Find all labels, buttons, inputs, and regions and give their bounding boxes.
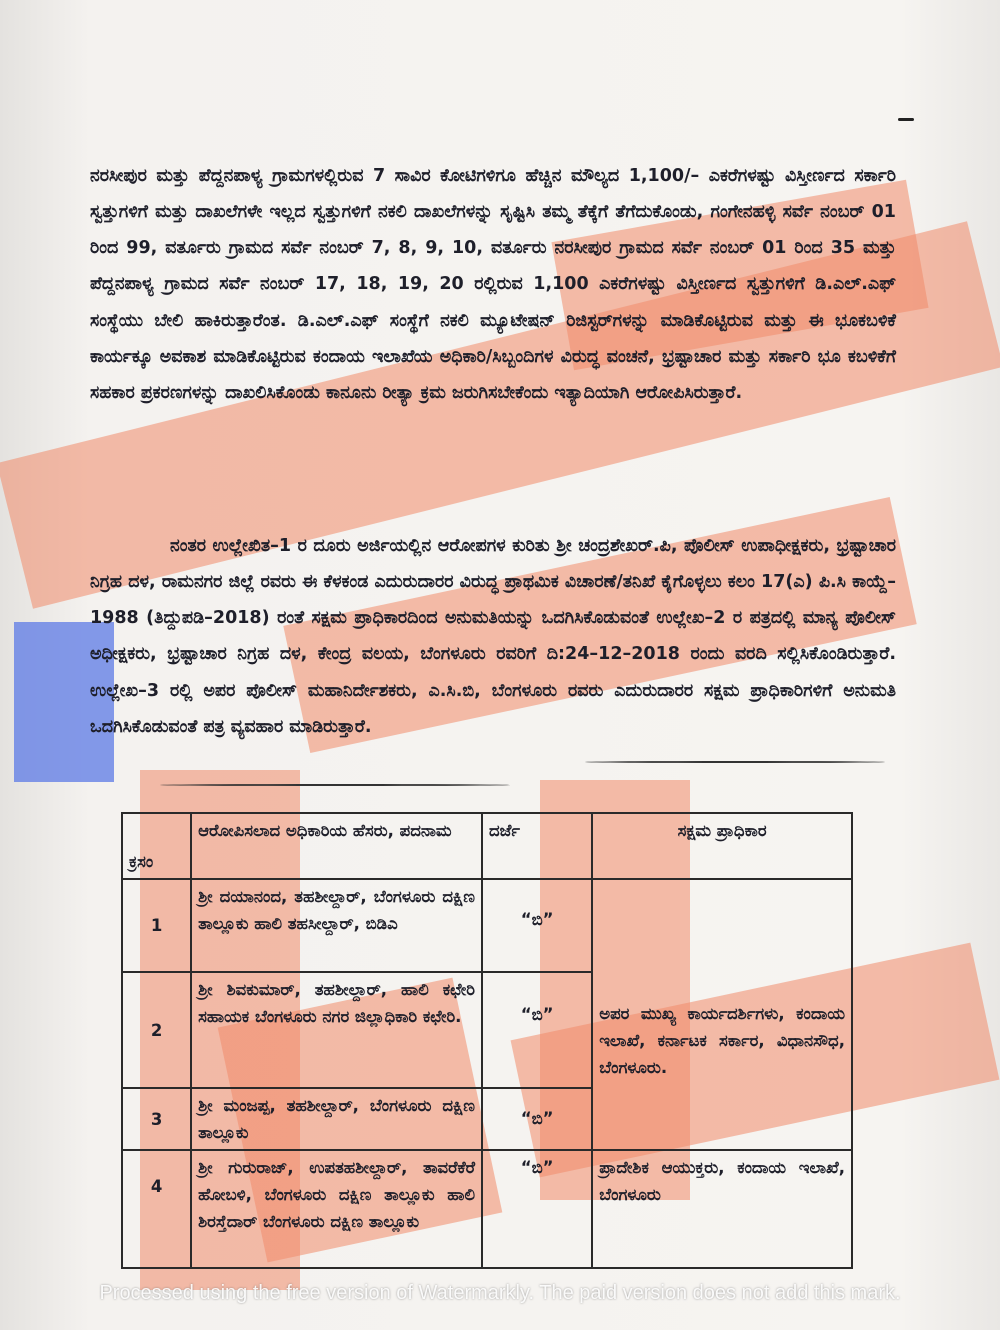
row-authority: ಅಪರ ಮುಖ್ಯ ಕಾರ್ಯದರ್ಶಿಗಳು, ಕಂದಾಯ ಇಲಾಖೆ, ಕರ್ನಾಟಕ ಸರ್ಕಾರ, ವಿಧಾನಸೌಧ, ಬೆಂಗಳೂರು. bbox=[592, 879, 852, 1150]
header-grade: ದರ್ಜೆ bbox=[482, 813, 592, 879]
officials-table bbox=[121, 812, 853, 1269]
row-authority: ಪ್ರಾದೇಶಿಕ ಆಯುಕ್ತರು, ಕಂದಾಯ ಇಲಾಖೆ, ಬೆಂಗಳೂರು bbox=[592, 1150, 852, 1268]
header-serial: ಕ್ರಸಂ bbox=[122, 813, 191, 879]
row-official-name: ಶ್ರೀ ಗುರುರಾಜ್, ಉಪತಹಶೀಲ್ದಾರ್, ತಾವರೆಕೆರೆ ಹೋಬಳಿ, ಬೆಂಗಳೂರು ದಕ್ಷಿಣ ತಾಲ್ಲೂಕು ಹಾಲಿ ಶಿರಸ್ತೆದಾರ್ ಬೆಂಗಳೂರು ದಕ್ಷಿಣ ತಾಲ್ಲೂಕು bbox=[191, 1150, 482, 1268]
row-grade: “ಬಿ” bbox=[482, 1150, 592, 1268]
row-serial: 4 bbox=[122, 1150, 191, 1268]
header-authority: ಸಕ್ಷಮ ಪ್ರಾಧಿಕಾರ bbox=[592, 813, 852, 879]
pen-underline bbox=[160, 784, 510, 786]
table-row bbox=[122, 879, 852, 972]
table-row bbox=[122, 1150, 852, 1268]
row-official-name: ಶ್ರೀ ಮಂಜಪ್ಪ, ತಹಶೀಲ್ದಾರ್, ಬೆಂಗಳೂರು ದಕ್ಷಿಣ ತಾಲ್ಲೂಕು bbox=[191, 1088, 482, 1150]
ink-mark bbox=[898, 118, 914, 121]
paragraph-permission-request: ನಂತರ ಉಲ್ಲೇಖಿತ–1 ರ ದೂರು ಅರ್ಜಿಯಲ್ಲಿನ ಆರೋಪಗಳ ಕುರಿತು ಶ್ರೀ ಚಂದ್ರಶೇಖರ್.ಪಿ, ಪೊಲೀಸ್ ಉಪಾಧೀಕ್ಷಕರು, ಭ್ರಷ್ಟಾಚಾರ ನಿಗ್ರಹ ದಳ, ರಾಮನಗರ ಜಿಲ್ಲೆ ರವರು ಈ ಕೆಳಕಂಡ ಎದುರುದಾರರ ವಿರುದ್ಧ ಪ್ರಾಥಮಿಕ ವಿಚಾರಣೆ/ತನಿಖೆ ಕೈಗೊಳ್ಳಲು ಕಲಂ 17(ಎ) ಪಿ.ಸಿ ಕಾಯ್ದೆ–1988 (ತಿದ್ದುಪಡಿ–2018) ರಂತೆ ಸಕ್ಷಮ ಪ್ರಾಧಿಕಾರದಿಂದ ಅನುಮತಿಯನ್ನು ಒದಗಿಸಿಕೊಡುವಂತೆ ಉಲ್ಲೇಖ–2 ರ ಪತ್ರದಲ್ಲಿ ಮಾನ್ಯ ಪೊಲೀಸ್ ಅಧೀಕ್ಷಕರು, ಭ್ರಷ್ಟಾಚಾರ ನಿಗ್ರಹ ದಳ, ಕೇಂದ್ರ ವಲಯ, ಬೆಂಗಳೂರು ರವರಿಗೆ ದಿ:24–12–2018 ರಂದು ವರದಿ ಸಲ್ಲಿಸಿಕೊಂಡಿರುತ್ತಾರೆ. ಉಲ್ಲೇಖ–3 ರಲ್ಲಿ ಅಪರ ಪೊಲೀಸ್ ಮಹಾನಿರ್ದೇಶಕರು, ಎ.ಸಿ.ಬಿ, ಬೆಂಗಳೂರು ರವರು ಎದುರುದಾರರ ಸಕ್ಷಮ ಪ್ರಾಧಿಕಾರಿಗಳಿಗೆ ಅನುಮತಿ ಒದಗಿಸಿಕೊಡುವಂತೆ ಪತ್ರ ವ್ಯವಹಾರ ಮಾಡಿರುತ್ತಾರೆ. bbox=[90, 535, 896, 737]
paragraph-allegation: ನರಸೀಪುರ ಮತ್ತು ಪೆದ್ದನಪಾಳ್ಯ ಗ್ರಾಮಗಳಲ್ಲಿರುವ 7 ಸಾವಿರ ಕೋಟಿಗಳಿಗೂ ಹೆಚ್ಚಿನ ಮೌಲ್ಯದ 1,100/– ಎಕರೆಗಳಷ್ಟು ವಿಸ್ತೀರ್ಣದ ಸರ್ಕಾರಿ ಸ್ವತ್ತುಗಳಿಗೆ ಮತ್ತು ದಾಖಲೆಗಳೇ ಇಲ್ಲದ ಸ್ವತ್ತುಗಳಿಗೆ ನಕಲಿ ದಾಖಲೆಗಳನ್ನು ಸೃಷ್ಟಿಸಿ ತಮ್ಮ ತೆಕ್ಕೆಗೆ ತೆಗೆದುಕೊಂಡು, ಗಂಗೇನಹಳ್ಳಿ ಸರ್ವೆ ನಂಬರ್ 01 ರಿಂದ 99, ವರ್ತೂರು ಗ್ರಾಮದ ಸರ್ವೆ ನಂಬರ್ 7, 8, 9, 10, ವರ್ತೂರು ನರಸೀಪುರ ಗ್ರಾಮದ ಸರ್ವೆ ನಂಬರ್ 01 ರಿಂದ 35 ಮತ್ತು ಪೆದ್ದನಪಾಳ್ಯ ಗ್ರಾಮದ ಸರ್ವೆ ನಂಬರ್ 17, 18, 19, 20 ರಲ್ಲಿರುವ 1,100 ಎಕರೆಗಳಷ್ಟು ವಿಸ್ತೀರ್ಣದ ಸ್ವತ್ತುಗಳಿಗೆ ಡಿ.ಎಲ್.ಎಫ್ ಸಂಸ್ಥೆಯು ಬೇಲಿ ಹಾಕಿರುತ್ತಾರೆಂತ. ಡಿ.ಎಲ್.ಎಫ್ ಸಂಸ್ಥೆಗೆ ನಕಲಿ ಮ್ಯೂಟೇಷನ್ ರಿಜಿಸ್ಟರ್‌ಗಳನ್ನು ಮಾಡಿಕೊಟ್ಟಿರುವ ಮತ್ತು ಈ ಭೂಕಬಳಿಕೆ ಕಾರ್ಯಕ್ಕೂ ಅವಕಾಶ ಮಾಡಿಕೊಟ್ಟಿರುವ ಕಂದಾಯ ಇಲಾಖೆಯ ಅಧಿಕಾರಿ/ಸಿಬ್ಬಂದಿಗಳ ವಿರುದ್ಧ ವಂಚನೆ, ಭ್ರಷ್ಟಾಚಾರ ಮತ್ತು ಸರ್ಕಾರಿ ಭೂ ಕಬಳಿಕೆಗೆ ಸಹಕಾರ ಪ್ರಕರಣಗಳನ್ನು ದಾಖಲಿಸಿಕೊಂಡು ಕಾನೂನು ರೀತ್ಯಾ ಕ್ರಮ ಜರುಗಿಸಬೇಕೆಂದು ಇತ್ಯಾದಿಯಾಗಿ ಆರೋಪಿಸಿರುತ್ತಾರೆ. bbox=[90, 165, 896, 404]
table-header-row bbox=[122, 813, 852, 879]
watermark-text: Processed using the free version of Watermarkly. The paid version does not add this mark. bbox=[99, 1282, 901, 1304]
row-serial: 3 bbox=[122, 1088, 191, 1150]
row-grade: “ಬಿ” bbox=[482, 972, 592, 1088]
row-grade: “ಬಿ” bbox=[482, 1088, 592, 1150]
header-official-name: ಆರೋಪಿಸಲಾದ ಅಧಿಕಾರಿಯ ಹೆಸರು, ಪದನಾಮ bbox=[191, 813, 482, 879]
row-official-name: ಶ್ರೀ ಶಿವಕುಮಾರ್, ತಹಶೀಲ್ದಾರ್, ಹಾಲಿ ಕಛೇರಿ ಸಹಾಯಕ ಬೆಂಗಳೂರು ನಗರ ಜಿಲ್ಲಾಧಿಕಾರಿ ಕಛೇರಿ. bbox=[191, 972, 482, 1088]
row-serial: 1 bbox=[122, 879, 191, 972]
row-grade: “ಬಿ” bbox=[482, 879, 592, 972]
pen-underline bbox=[585, 761, 885, 763]
row-serial: 2 bbox=[122, 972, 191, 1088]
row-official-name: ಶ್ರೀ ದಯಾನಂದ, ತಹಶೀಲ್ದಾರ್, ಬೆಂಗಳೂರು ದಕ್ಷಿಣ ತಾಲ್ಲೂಕು ಹಾಲಿ ತಹಸೀಲ್ದಾರ್, ಬಿಡಿಎ bbox=[191, 879, 482, 972]
